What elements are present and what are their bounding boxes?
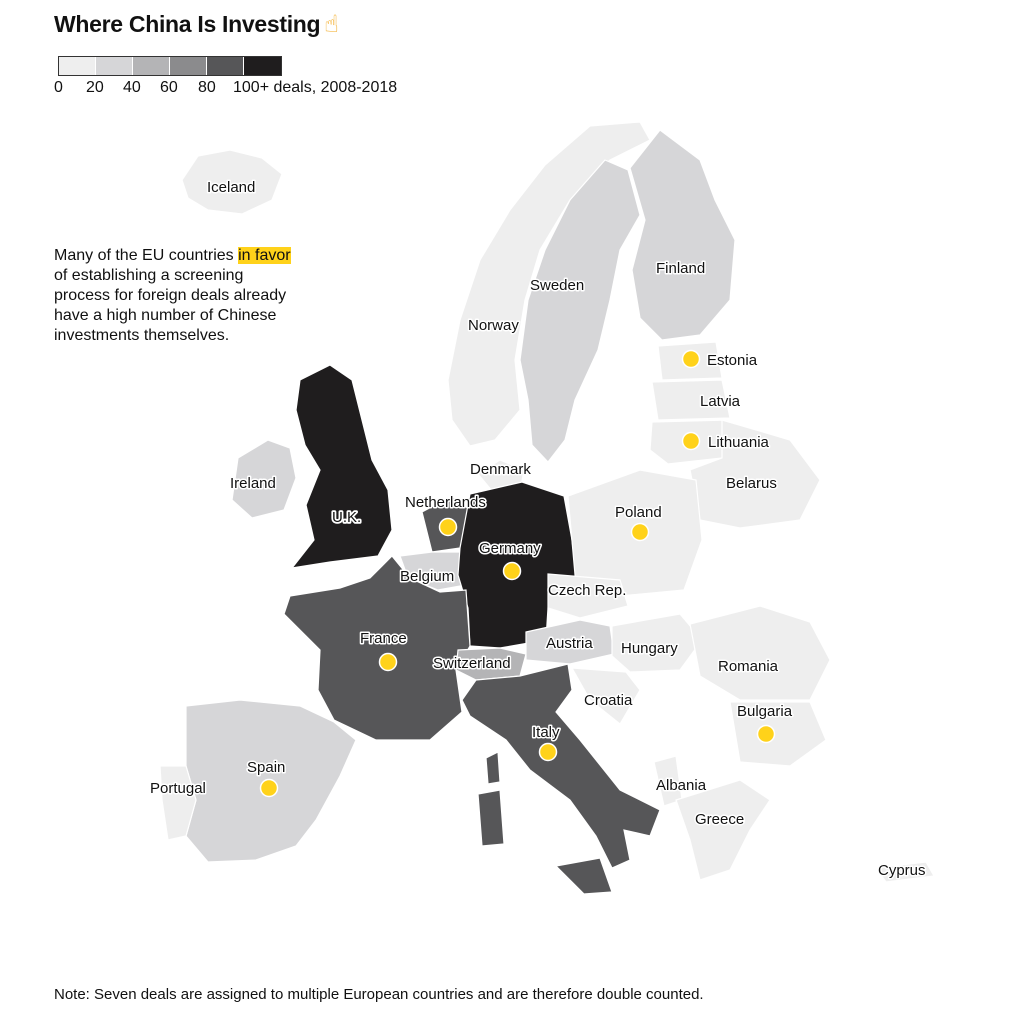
country-sardinia (478, 790, 504, 846)
label-germany: Germany (479, 540, 541, 557)
annotation-text: Many of the EU countries (54, 247, 234, 264)
label-sweden: Sweden (530, 277, 585, 294)
annotation-text: of establishing a screening process for foreign deals already have a high number of Chinese investments themselves. (54, 267, 287, 344)
label-hungary: Hungary (621, 640, 678, 657)
marker-poland (632, 524, 649, 541)
label-austria: Austria (546, 635, 593, 652)
legend-color-scale (58, 56, 282, 76)
legend-tick: 100+ deals, 2008-2018 (233, 79, 398, 96)
legend (54, 56, 398, 101)
marker-bulgaria (758, 726, 775, 743)
legend-swatch-60 (170, 57, 207, 75)
legend-swatch-20 (96, 57, 133, 75)
annotation-highlight: in favor (238, 247, 291, 264)
legend-tick: 40 (123, 79, 141, 96)
label-iceland: Iceland (207, 179, 256, 196)
legend-tick: 0 (54, 79, 63, 96)
legend-swatch-0 (59, 57, 96, 75)
country-romania (690, 606, 830, 700)
label-uk: U.K. (332, 509, 362, 526)
footnote: Note: Seven deals are assigned to multiple European countries and are therefore double counted. (54, 986, 704, 1003)
marker-italy (540, 744, 557, 761)
label-france: France (360, 630, 407, 647)
label-italy: Italy (532, 724, 560, 741)
legend-swatch-80 (207, 57, 244, 75)
label-cyprus: Cyprus (878, 862, 926, 879)
label-latvia: Latvia (700, 393, 741, 410)
legend-swatch-100 (244, 57, 281, 75)
label-czech: Czech Rep. (548, 582, 627, 599)
label-greece: Greece (695, 811, 745, 828)
marker-estonia (683, 351, 700, 368)
label-croatia: Croatia (584, 692, 633, 709)
marker-germany (504, 563, 521, 580)
legend-ticks (54, 79, 398, 101)
label-albania: Albania (656, 777, 707, 794)
label-switzerland: Switzerland (433, 655, 511, 672)
label-denmark: Denmark (470, 461, 531, 478)
label-netherlands: Netherlands (405, 494, 486, 511)
marker-spain (261, 780, 278, 797)
europe-map (0, 100, 1024, 960)
label-belgium: Belgium (400, 568, 455, 585)
pointing-hand-icon: ☝ (324, 11, 339, 38)
chart-title (54, 10, 339, 39)
label-spain: Spain (247, 759, 286, 776)
marker-lithuania (683, 433, 700, 450)
label-belarus: Belarus (726, 475, 777, 492)
label-portugal: Portugal (150, 780, 206, 797)
label-estonia: Estonia (707, 352, 758, 369)
label-romania: Romania (718, 658, 779, 675)
legend-tick: 60 (160, 79, 178, 96)
legend-tick: 80 (198, 79, 216, 96)
marker-netherlands (440, 519, 457, 536)
label-bulgaria: Bulgaria (737, 703, 793, 720)
label-norway: Norway (468, 317, 519, 334)
label-finland: Finland (656, 260, 706, 277)
country-sicily (556, 858, 612, 894)
country-corsica (486, 752, 500, 784)
label-ireland: Ireland (230, 475, 276, 492)
country-uk (292, 365, 392, 568)
label-lithuania: Lithuania (708, 434, 769, 451)
title-text: Where China Is Investing (54, 11, 321, 37)
legend-swatch-40 (133, 57, 170, 75)
marker-france (380, 654, 397, 671)
label-poland: Poland (615, 504, 662, 521)
legend-tick: 20 (86, 79, 104, 96)
